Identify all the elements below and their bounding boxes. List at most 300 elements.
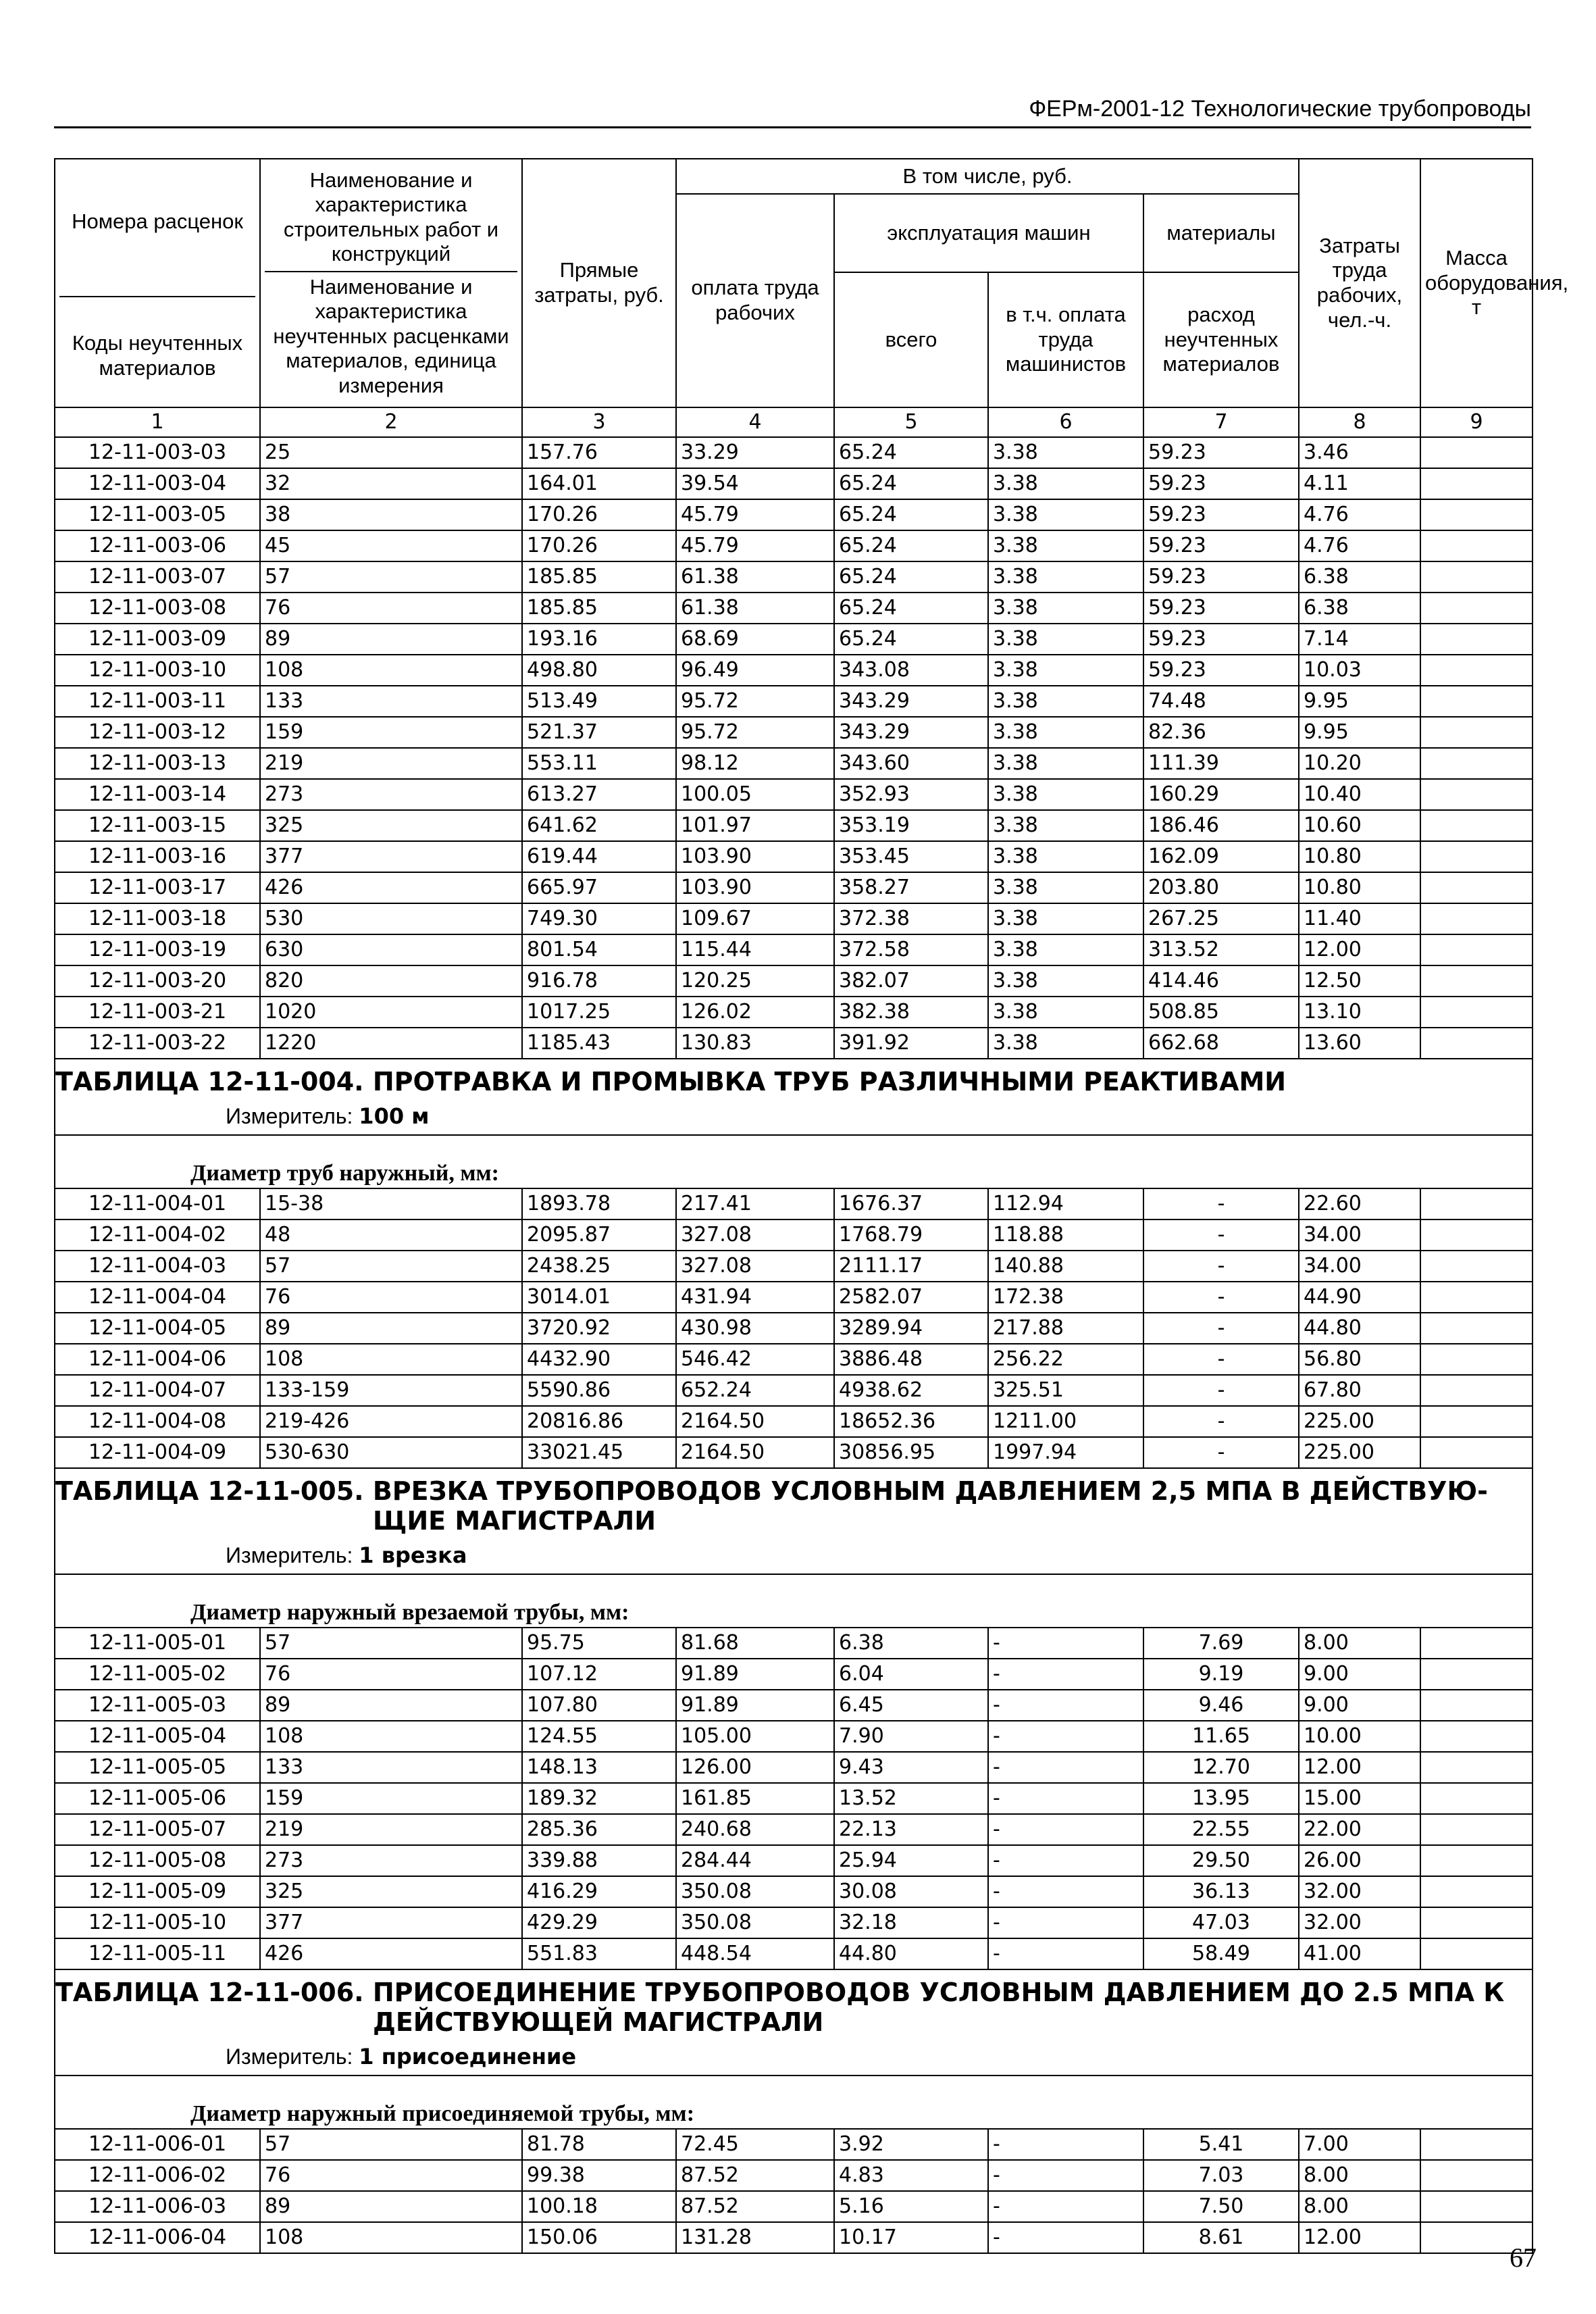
table-row (55, 1752, 1533, 1783)
table-cell: 170.26 (522, 499, 676, 530)
table-cell: - (988, 1721, 1143, 1752)
table-cell: 120.25 (676, 965, 834, 997)
page-number: 67 (1510, 2242, 1537, 2273)
table-cell: 325.51 (988, 1375, 1143, 1406)
table-cell: 4432.90 (522, 1344, 676, 1375)
table-cell: 30.08 (834, 1876, 988, 1907)
header-col1-top: Номера расценок (59, 182, 255, 297)
table-cell: 20816.86 (522, 1406, 676, 1437)
table-row (55, 2129, 1533, 2160)
table-cell: 157.76 (522, 437, 676, 468)
rate-code-cell: 12-11-003-20 (55, 965, 260, 997)
table-cell (1420, 437, 1533, 468)
table-row (55, 1721, 1533, 1752)
table-cell: 217.88 (988, 1313, 1143, 1344)
table-cell: 284.44 (676, 1845, 834, 1876)
table-cell (1420, 841, 1533, 872)
table-cell: 89 (260, 624, 522, 655)
table-cell: 10.00 (1299, 1721, 1420, 1752)
table-cell: - (988, 1845, 1143, 1876)
table-row (55, 624, 1533, 655)
table-cell: 353.19 (834, 810, 988, 841)
table-cell: 29.50 (1143, 1845, 1299, 1876)
table-005-title-line1: ТАБЛИЦА 12-11-005. ВРЕЗКА ТРУБОПРОВОДОВ УСЛОВНЫМ ДАВЛЕНИЕМ 2,5 МПА В ДЕЙСТВУЮ- (55, 1476, 1488, 1507)
rate-code-cell: 12-11-004-06 (55, 1344, 260, 1375)
table-cell: 12.70 (1143, 1752, 1299, 1783)
table-cell: 57 (260, 1251, 522, 1282)
table-cell (1420, 1028, 1533, 1059)
table-cell (1420, 1437, 1533, 1468)
table-row (55, 593, 1533, 624)
table-cell: 118.88 (988, 1219, 1143, 1251)
rate-code-cell: 12-11-003-12 (55, 717, 260, 748)
table-cell: 5590.86 (522, 1375, 676, 1406)
table-cell: 916.78 (522, 965, 676, 997)
rate-code-cell: 12-11-005-03 (55, 1690, 260, 1721)
column-number: 9 (1420, 407, 1533, 437)
table-cell: 3.38 (988, 561, 1143, 593)
meter-label: Измеритель: (226, 1103, 353, 1128)
table-cell: 65.24 (834, 561, 988, 593)
table-cell: 82.36 (1143, 717, 1299, 748)
table-cell: 133 (260, 686, 522, 717)
table-cell: 164.01 (522, 468, 676, 499)
table-cell: 33.29 (676, 437, 834, 468)
table-cell: 498.80 (522, 655, 676, 686)
table-cell: 4.83 (834, 2160, 988, 2191)
table-row (55, 437, 1533, 468)
table-cell: 3.38 (988, 965, 1143, 997)
table-cell: 3.38 (988, 810, 1143, 841)
table-006-body (55, 2129, 1533, 2253)
table-cell: 18652.36 (834, 1406, 988, 1437)
table-row (55, 1690, 1533, 1721)
meter-label: Измеритель: (226, 2044, 353, 2069)
table-row (55, 934, 1533, 965)
table-cell: 68.69 (676, 624, 834, 655)
table-row (55, 1783, 1533, 1814)
table-cell (1420, 1907, 1533, 1938)
table-cell (1420, 468, 1533, 499)
table-cell: 9.95 (1299, 686, 1420, 717)
table-cell: 161.85 (676, 1783, 834, 1814)
table-cell: 9.00 (1299, 1659, 1420, 1690)
table-cell: 3.92 (834, 2129, 988, 2160)
table-cell: 219 (260, 748, 522, 779)
table-cell: 219 (260, 1814, 522, 1845)
meter-label: Измеритель: (226, 1542, 353, 1567)
table-cell: 3289.94 (834, 1313, 988, 1344)
column-number: 3 (522, 407, 676, 437)
table-cell: 193.16 (522, 624, 676, 655)
table-row (55, 530, 1533, 561)
table-cell: 13.60 (1299, 1028, 1420, 1059)
table-cell: 76 (260, 1282, 522, 1313)
table-cell: - (1143, 1406, 1299, 1437)
table-cell: 10.20 (1299, 748, 1420, 779)
table-cell: 185.85 (522, 593, 676, 624)
table-cell: 57 (260, 561, 522, 593)
table-cell: 7.50 (1143, 2191, 1299, 2222)
table-cell: - (988, 2129, 1143, 2160)
table-row (55, 1907, 1533, 1938)
table-cell (1420, 1375, 1533, 1406)
table-cell: 59.23 (1143, 561, 1299, 593)
table-cell: - (988, 1814, 1143, 1845)
table-cell: 5.16 (834, 2191, 988, 2222)
table-cell (1420, 1938, 1533, 1969)
table-cell: 4.11 (1299, 468, 1420, 499)
table-cell: 32.18 (834, 1907, 988, 1938)
table-cell: 65.24 (834, 624, 988, 655)
table-cell: - (1143, 1251, 1299, 1282)
table-cell: 3.38 (988, 1028, 1143, 1059)
table-cell (1420, 1344, 1533, 1375)
rate-code-cell: 12-11-005-05 (55, 1752, 260, 1783)
table-cell: 81.78 (522, 2129, 676, 2160)
rate-code-cell: 12-11-003-06 (55, 530, 260, 561)
table-row (55, 1938, 1533, 1969)
table-cell: - (988, 1876, 1143, 1907)
table-cell: 285.36 (522, 1814, 676, 1845)
table-cell: 185.85 (522, 561, 676, 593)
rate-code-cell: 12-11-004-09 (55, 1437, 260, 1468)
table-cell: 6.38 (1299, 593, 1420, 624)
table-cell: - (1143, 1344, 1299, 1375)
table-cell: 3014.01 (522, 1282, 676, 1313)
table-cell: - (1143, 1375, 1299, 1406)
table-cell: 189.32 (522, 1783, 676, 1814)
table-cell: 130.83 (676, 1028, 834, 1059)
table-cell: 358.27 (834, 872, 988, 903)
table-005-title-line2: ЩИЕ МАГИСТРАЛИ (373, 1505, 657, 1536)
table-cell: 25.94 (834, 1845, 988, 1876)
header-including: В том числе, руб. (676, 159, 1299, 194)
rate-code-cell: 12-11-003-05 (55, 499, 260, 530)
table-cell: 217.41 (676, 1188, 834, 1219)
table-004-section (55, 1059, 1533, 1188)
table-cell: 256.22 (988, 1344, 1143, 1375)
table-cell: 313.52 (1143, 934, 1299, 965)
table-cell: 521.37 (522, 717, 676, 748)
table-cell (1420, 1659, 1533, 1690)
table-cell (1420, 655, 1533, 686)
table-cell: 13.10 (1299, 997, 1420, 1028)
table-cell: 87.52 (676, 2191, 834, 2222)
table-header (55, 159, 1569, 437)
table-cell: 101.97 (676, 810, 834, 841)
table-cell: 45 (260, 530, 522, 561)
table-cell: 44.80 (834, 1938, 988, 1969)
rate-code-cell: 12-11-005-09 (55, 1876, 260, 1907)
rate-code-cell: 12-11-005-01 (55, 1628, 260, 1659)
rate-code-cell: 12-11-004-07 (55, 1375, 260, 1406)
table-cell: 382.38 (834, 997, 988, 1028)
table-cell (1420, 2129, 1533, 2160)
table-005-title (55, 1477, 1530, 1536)
table-cell: 327.08 (676, 1219, 834, 1251)
table-cell: - (988, 1752, 1143, 1783)
table-cell: 431.94 (676, 1282, 834, 1313)
table-cell: 95.75 (522, 1628, 676, 1659)
table-cell: 108 (260, 1721, 522, 1752)
table-cell: 4.76 (1299, 499, 1420, 530)
table-cell: 61.38 (676, 593, 834, 624)
header-codes-cell (55, 159, 260, 407)
table-cell: 3.46 (1299, 437, 1420, 468)
table-row (55, 1659, 1533, 1690)
table-cell: 630 (260, 934, 522, 965)
table-cell: 391.92 (834, 1028, 988, 1059)
table-cell: 203.80 (1143, 872, 1299, 903)
rate-code-cell: 12-11-006-03 (55, 2191, 260, 2222)
table-cell: 59.23 (1143, 437, 1299, 468)
table-row (55, 1188, 1533, 1219)
table-row (55, 1375, 1533, 1406)
table-cell (1420, 997, 1533, 1028)
table-cell: - (988, 1907, 1143, 1938)
meter-value: 100 м (359, 1103, 430, 1129)
table-cell: 65.24 (834, 499, 988, 530)
table-cell: 3.38 (988, 934, 1143, 965)
table-cell (1420, 1282, 1533, 1313)
table-cell (1420, 624, 1533, 655)
rate-code-cell: 12-11-005-07 (55, 1814, 260, 1845)
table-cell: 513.49 (522, 686, 676, 717)
table-cell: 8.61 (1143, 2222, 1299, 2253)
table-cell: 25 (260, 437, 522, 468)
table-cell: 3.38 (988, 841, 1143, 872)
table-cell: - (1143, 1219, 1299, 1251)
table-cell: 95.72 (676, 717, 834, 748)
rate-code-cell: 12-11-003-03 (55, 437, 260, 468)
table-cell: 58.49 (1143, 1938, 1299, 1969)
table-row (55, 1251, 1533, 1282)
table-row (55, 686, 1533, 717)
header-labor: Затраты труда рабочих, чел.-ч. (1299, 159, 1420, 407)
table-cell: 546.42 (676, 1344, 834, 1375)
table-cell: 10.03 (1299, 655, 1420, 686)
table-cell: 124.55 (522, 1721, 676, 1752)
table-cell: 10.80 (1299, 841, 1420, 872)
table-cell (1420, 903, 1533, 934)
table-cell: 140.88 (988, 1251, 1143, 1282)
table-004-meter (55, 1104, 429, 1128)
table-cell: 1768.79 (834, 1219, 988, 1251)
table-cell: 350.08 (676, 1876, 834, 1907)
table-cell: 108 (260, 1344, 522, 1375)
table-cell: - (1143, 1282, 1299, 1313)
table-cell: 41.00 (1299, 1938, 1420, 1969)
rate-code-cell: 12-11-003-11 (55, 686, 260, 717)
table-cell: 44.80 (1299, 1313, 1420, 1344)
table-cell: 100.05 (676, 779, 834, 810)
table-cell: 59.23 (1143, 499, 1299, 530)
table-cell: 26.00 (1299, 1845, 1420, 1876)
table-cell: 372.58 (834, 934, 988, 965)
rate-code-cell: 12-11-005-11 (55, 1938, 260, 1969)
table-row (55, 1406, 1533, 1437)
table-cell: 350.08 (676, 1907, 834, 1938)
table-cell: 111.39 (1143, 748, 1299, 779)
table-cell: 343.08 (834, 655, 988, 686)
table-cell: 76 (260, 2160, 522, 2191)
table-cell (1420, 1219, 1533, 1251)
table-cell: 3.38 (988, 655, 1143, 686)
table-cell: 65.24 (834, 437, 988, 468)
header-machines-total: всего (834, 272, 988, 407)
header-machines-incl: в т.ч. оплата труда машинистов (988, 272, 1143, 407)
table-cell: 103.90 (676, 872, 834, 903)
table-cell (1420, 748, 1533, 779)
rate-code-cell: 12-11-003-15 (55, 810, 260, 841)
table-cell: 126.02 (676, 997, 834, 1028)
table-cell: 65.24 (834, 593, 988, 624)
table-cell: 2111.17 (834, 1251, 988, 1282)
header-materials: материалы (1143, 194, 1299, 272)
table-cell: 170.26 (522, 530, 676, 561)
table-004-title: ТАБЛИЦА 12-11-004. ПРОТРАВКА И ПРОМЫВКА ТРУБ РАЗЛИЧНЫМИ РЕАКТИВАМИ (55, 1067, 1287, 1097)
table-cell: 9.19 (1143, 1659, 1299, 1690)
table-cell: 619.44 (522, 841, 676, 872)
table-cell: - (1143, 1188, 1299, 1219)
rate-code-cell: 12-11-004-02 (55, 1219, 260, 1251)
table-006-title (55, 1978, 1530, 2037)
table-cell: - (988, 2222, 1143, 2253)
table-row (55, 1344, 1533, 1375)
table-cell (1420, 1188, 1533, 1219)
table-cell: 3.38 (988, 779, 1143, 810)
rate-code-cell: 12-11-003-14 (55, 779, 260, 810)
rate-code-cell: 12-11-004-03 (55, 1251, 260, 1282)
table-cell: 109.67 (676, 903, 834, 934)
rate-code-cell: 12-11-003-19 (55, 934, 260, 965)
table-cell: 186.46 (1143, 810, 1299, 841)
table-cell: 89 (260, 1313, 522, 1344)
table-cell: 150.06 (522, 2222, 676, 2253)
table-cell (1420, 686, 1533, 717)
table-cell: 10.40 (1299, 779, 1420, 810)
header-col2-top: Наименование и характеристика строительных работ и конструкций (265, 166, 517, 272)
table-row (55, 997, 1533, 1028)
table-cell: 2438.25 (522, 1251, 676, 1282)
table-cell: 15.00 (1299, 1783, 1420, 1814)
table-cell: 3.38 (988, 530, 1143, 561)
table-cell: 426 (260, 1938, 522, 1969)
header-materials-sub: расход неучтенных материалов (1143, 272, 1299, 407)
table-cell: 12.00 (1299, 1752, 1420, 1783)
table-cell: 3.38 (988, 468, 1143, 499)
table-cell: 89 (260, 2191, 522, 2222)
table-cell: 59.23 (1143, 530, 1299, 561)
table-cell: 160.29 (1143, 779, 1299, 810)
table-cell: 530 (260, 903, 522, 934)
table-cell (1420, 779, 1533, 810)
table-cell: 613.27 (522, 779, 676, 810)
table-cell: 2164.50 (676, 1406, 834, 1437)
table-cell: 1185.43 (522, 1028, 676, 1059)
table-cell: 10.60 (1299, 810, 1420, 841)
table-cell: 9.43 (834, 1752, 988, 1783)
table-cell: 13.52 (834, 1783, 988, 1814)
rate-code-cell: 12-11-003-17 (55, 872, 260, 903)
table-cell: 7.00 (1299, 2129, 1420, 2160)
table-cell: 172.38 (988, 1282, 1143, 1313)
rate-code-cell: 12-11-005-04 (55, 1721, 260, 1752)
table-cell: 3.38 (988, 686, 1143, 717)
table-cell: 8.00 (1299, 2160, 1420, 2191)
column-number: 1 (55, 407, 260, 437)
table-cell (1420, 561, 1533, 593)
table-cell: 32 (260, 468, 522, 499)
table-cell: - (988, 1938, 1143, 1969)
table-cell: 57 (260, 2129, 522, 2160)
table-row (55, 1876, 1533, 1907)
table-cell (1420, 1313, 1533, 1344)
table-cell: 108 (260, 655, 522, 686)
table-cell (1420, 1406, 1533, 1437)
table-cell: 377 (260, 841, 522, 872)
table-cell: 61.38 (676, 561, 834, 593)
table-cell: 11.40 (1299, 903, 1420, 934)
table-cell: 91.89 (676, 1690, 834, 1721)
table-005-body (55, 1628, 1533, 1969)
table-cell: 3.38 (988, 748, 1143, 779)
table-cell: 219-426 (260, 1406, 522, 1437)
table-cell: 5.41 (1143, 2129, 1299, 2160)
table-cell: 89 (260, 1690, 522, 1721)
column-number: 2 (260, 407, 522, 437)
table-cell (1420, 530, 1533, 561)
table-cell: 95.72 (676, 686, 834, 717)
table-cell: 3.38 (988, 997, 1143, 1028)
table-cell: 22.60 (1299, 1188, 1420, 1219)
table-cell: 414.46 (1143, 965, 1299, 997)
table-row (55, 1282, 1533, 1313)
table-cell: 749.30 (522, 903, 676, 934)
rate-code-cell: 12-11-003-10 (55, 655, 260, 686)
table-cell (1420, 717, 1533, 748)
table-cell (1420, 593, 1533, 624)
table-cell: 4.76 (1299, 530, 1420, 561)
table-row (55, 1814, 1533, 1845)
table-cell: 34.00 (1299, 1219, 1420, 1251)
table-row (55, 748, 1533, 779)
table-cell: 100.18 (522, 2191, 676, 2222)
table-cell: 11.65 (1143, 1721, 1299, 1752)
table-006-section (55, 1969, 1533, 2129)
header-direct-costs: Прямые затраты, руб. (522, 159, 676, 407)
rate-code-cell: 12-11-006-02 (55, 2160, 260, 2191)
table-cell: 8.00 (1299, 2191, 1420, 2222)
rate-code-cell: 12-11-003-13 (55, 748, 260, 779)
table-cell: 430.98 (676, 1313, 834, 1344)
table-cell: 3886.48 (834, 1344, 988, 1375)
table-cell: 7.14 (1299, 624, 1420, 655)
table-cell: 3.38 (988, 872, 1143, 903)
table-006-title-line2: ДЕЙСТВУЮЩЕЙ МАГИСТРАЛИ (373, 2007, 824, 2037)
table-cell: 74.48 (1143, 686, 1299, 717)
table-cell: 131.28 (676, 2222, 834, 2253)
table-cell: 416.29 (522, 1876, 676, 1907)
meter-value: 1 врезка (359, 1542, 467, 1568)
table-cell (1420, 965, 1533, 997)
table-row (55, 1219, 1533, 1251)
table-cell: 59.23 (1143, 468, 1299, 499)
table-006-meter (55, 2044, 576, 2069)
table-cell: 6.04 (834, 1659, 988, 1690)
rates-table (54, 158, 1569, 2254)
